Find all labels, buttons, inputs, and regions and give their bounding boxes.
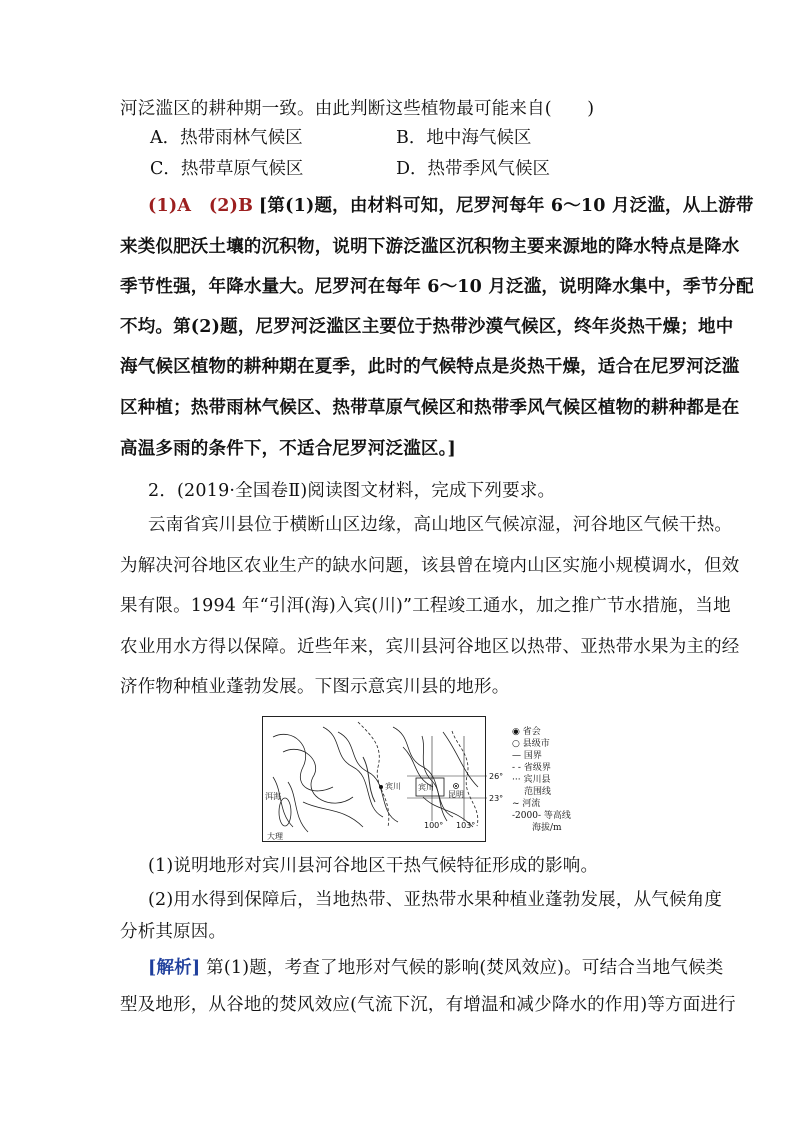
legend-item: ~ 河流 [512, 799, 541, 809]
map-legend [512, 726, 592, 836]
q2-heading: 2．(2019·全国卷Ⅱ)阅读图文材料，完成下列要求。 [148, 481, 556, 501]
option-b: B．地中海气候区 [396, 128, 532, 148]
inset-label-lon103: 103° [456, 821, 476, 830]
inset-label-binchuan: 宾川 [418, 783, 434, 792]
q2-material-2: 为解决河谷地区农业生产的缺水问题，该县曾在境内山区实施小规模调水，但效 [120, 556, 740, 576]
option-a: A．热带雨林气候区 [150, 128, 303, 148]
answer-line-7: 高温多雨的条件下，不适合尼罗河泛滥区。] [120, 439, 457, 459]
answer-line-1 [148, 193, 754, 219]
option-c: C．热带草原气候区 [150, 159, 304, 179]
legend-item: 海拔/m [532, 823, 562, 833]
q2-material-5: 济作物种植业蓬勃发展。下图示意宾川县的地形。 [120, 677, 510, 697]
map-label-erhai: 洱海 [265, 792, 281, 801]
answer-line-3: 季节性强，年降水量大。尼罗河在每年 6～10 月泛滥，说明降水集中，季节分配 [120, 277, 754, 297]
legend-item: -2000- 等高线 [512, 811, 571, 821]
analysis-line-1 [148, 955, 724, 981]
q2-material-3: 果有限。1994 年“引洱(海)入宾(川)”工程竣工通水，加之推广节水措施，当地 [120, 596, 731, 616]
q2-sub1: (1)说明地形对宾川县河谷地区干热气候特征形成的影响。 [148, 856, 599, 876]
legend-item: ··· 宾川县 [512, 775, 551, 785]
analysis-text-1: 第(1)题，考查了地形对气候的影响(焚风效应)。可结合当地气候类 [206, 958, 724, 978]
answer-line-6: 区种植；热带雨林气候区、热带草原气候区和热带季风气候区植物的耕种都是在 [120, 398, 740, 418]
question-tail: 河泛滥区的耕种期一致。由此判断这些植物最可能来自( ) [120, 99, 595, 119]
answer-line-5: 海气候区植物的耕种期在夏季，此时的气候特点是炎热干燥，适合在尼罗河泛滥 [120, 357, 740, 377]
map-label-binchuan: 宾川 [385, 782, 401, 791]
option-d: D．热带季风气候区 [396, 159, 551, 179]
q2-sub2-line-1: (2)用水得到保障后，当地热带、亚热带水果种植业蓬勃发展，从气候角度 [148, 890, 723, 910]
legend-item: — 国界 [512, 751, 542, 761]
legend-item: ○ 县级市 [512, 739, 550, 749]
analysis-tag: [解析] [148, 958, 201, 978]
location-inset-graphic [402, 726, 510, 830]
answer-keys: (1)A (2)B [148, 196, 254, 216]
inset-label-lat23: 23° [489, 794, 504, 803]
location-inset-map [402, 726, 510, 830]
answer-line-2: 来类似肥沃土壤的沉积物，说明下游泛滥区沉积物主要来源地的降水特点是降水 [120, 237, 740, 257]
legend-item: 范围线 [524, 787, 552, 797]
inset-label-lat26: 26° [489, 772, 504, 781]
inset-label-kunming: 昆明 [448, 790, 464, 799]
answer-text-1: [第(1)题，由材料可知，尼罗河每年 6～10 月泛滥，从上游带 [258, 196, 754, 216]
q2-material-4: 农业用水方得以保障。近些年来，宾川县河谷地区以热带、亚热带水果为主的经 [120, 637, 740, 657]
inset-label-lon100: 100° [424, 821, 444, 830]
q2-sub2-line-2: 分析其原因。 [120, 922, 227, 942]
q2-material-1: 云南省宾川县位于横断山区边缘，高山地区气候凉湿，河谷地区气候干热。 [148, 515, 733, 535]
analysis-line-2: 型及地形，从谷地的焚风效应(气流下沉，有增温和减少降水的作用)等方面进行 [120, 995, 736, 1015]
map-label-dali: 大理 [267, 832, 283, 841]
legend-item: - - 省级界 [512, 763, 551, 773]
answer-line-4: 不均。第(2)题，尼罗河泛滥区主要位于热带沙漠气候区，终年炎热干燥；地中 [120, 317, 734, 337]
legend-item: ◉ 省会 [512, 727, 541, 737]
